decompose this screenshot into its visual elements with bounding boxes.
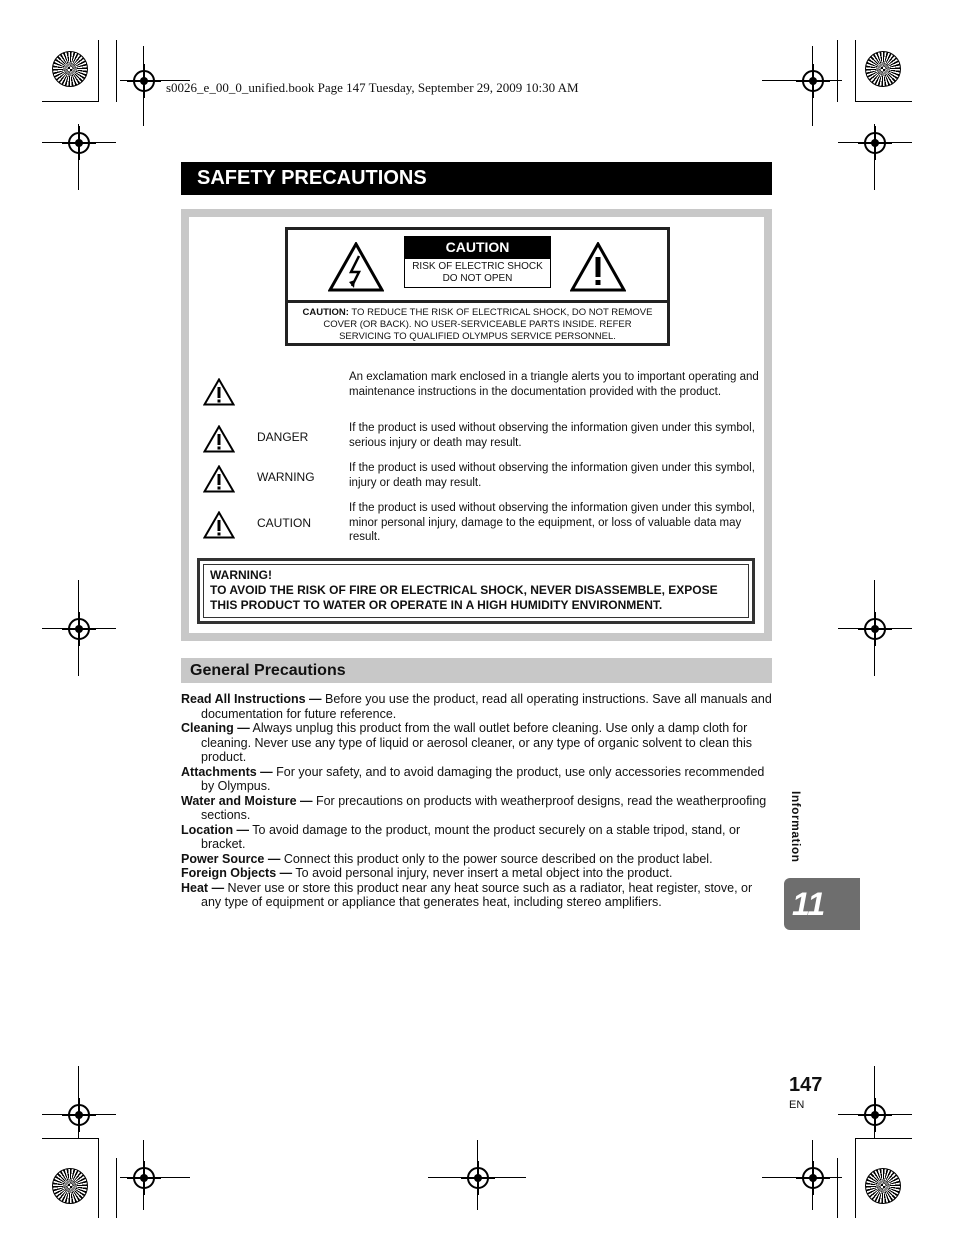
list-item	[181, 823, 773, 852]
symbol-description: If the product is used without observing the information given under this symbol, minor personal injury, damage to the equipment, or loss of valuable data may result.	[349, 502, 755, 543]
symbol-description: An exclamation mark enclosed in a triangle alerts you to important operating and maintenance instructions in the documentation provided with the product.	[349, 371, 759, 398]
precaution-term: Read All Instructions —	[181, 692, 322, 706]
caution-note-text: TO REDUCE THE RISK OF ELECTRICAL SHOCK, DO NOT REMOVE COVER (OR BACK). NO USER-SERVICEABLE PARTS INSIDE. REFER SERVICING TO QUALIFIED OLYMPUS SERVICE PERSONNEL.	[323, 307, 653, 342]
caution-sub-line2: DO NOT OPEN	[442, 273, 513, 284]
warning-text: TO AVOID THE RISK OF FIRE OR ELECTRICAL SHOCK, NEVER DISASSEMBLE, EXPOSE THIS PRODUCT TO WATER OR OPERATE IN A HIGH HUMIDITY ENVIRONMENT.	[210, 583, 718, 612]
symbol-description: If the product is used without observing the information given under this symbol, serious injury or death may result.	[349, 422, 755, 449]
section-label: Information	[789, 791, 803, 863]
symbol-word-caution: CAUTION	[257, 516, 311, 530]
symbol-word-danger: DANGER	[257, 430, 309, 444]
precaution-text: For precautions on products with weatherproof designs, read the weatherproofing sections.	[201, 793, 767, 822]
safety-box	[181, 209, 772, 641]
print-header: s0026_e_00_0_unified.book Page 147 Tuesday, September 29, 2009 10:30 AM	[166, 80, 579, 95]
list-item	[181, 881, 773, 910]
page-number: 147	[789, 1074, 823, 1096]
precaution-term: Foreign Objects —	[181, 866, 293, 880]
list-item	[181, 765, 773, 794]
warning-box	[197, 558, 755, 624]
lightning-warning-icon	[328, 242, 384, 292]
precaution-term: Attachments —	[181, 764, 273, 779]
precautions-list	[181, 692, 773, 910]
label-divider	[288, 300, 667, 303]
caution-subtext	[404, 258, 551, 288]
caution-heading: CAUTION	[404, 236, 551, 258]
precaution-text: To avoid personal injury, never insert a metal object into the product.	[292, 866, 673, 880]
general-precautions-heading: General Precautions	[181, 658, 772, 683]
precaution-term: Power Source —	[181, 851, 281, 866]
precaution-text: To avoid damage to the product, mount the product securely on a stable tripod, stand, or bracket.	[201, 822, 741, 851]
exclamation-triangle-icon	[203, 425, 235, 453]
list-item	[181, 852, 773, 867]
warning-heading: WARNING!	[210, 568, 272, 582]
precaution-term: Heat —	[181, 880, 225, 895]
chapter-tab: 11	[784, 878, 860, 930]
precaution-text: Never use or store this product near any heat source such as a radiator, heat register, stove, or any type of equipment or appliance that generates heat, including stereo amplifiers.	[201, 880, 753, 909]
page-title: SAFETY PRECAUTIONS	[181, 162, 772, 195]
list-item	[181, 866, 773, 881]
caution-sub-line1: RISK OF ELECTRIC SHOCK	[412, 261, 543, 272]
symbol-word-warning: WARNING	[257, 470, 315, 484]
list-item	[181, 692, 773, 721]
precaution-term: Location —	[181, 822, 250, 837]
symbol-description: If the product is used without observing the information given under this symbol, injury or death may result.	[349, 462, 755, 489]
page-language: EN	[789, 1099, 805, 1111]
precaution-text: Before you use the product, read all operating instructions. Save all manuals and documentation for future reference.	[201, 692, 772, 721]
precaution-text: For your safety, and to avoid damaging the product, use only accessories recommended by Olympus.	[201, 764, 765, 793]
exclamation-triangle-icon	[203, 465, 235, 493]
safety-inner	[189, 217, 764, 633]
precaution-term: Cleaning —	[181, 721, 250, 735]
caution-note-bold: CAUTION:	[302, 307, 349, 318]
caution-note	[298, 307, 657, 343]
list-item	[181, 794, 773, 823]
precaution-term: Water and Moisture —	[181, 793, 313, 808]
precaution-text: Connect this product only to the power source described on the product label.	[280, 851, 713, 866]
precaution-text: Always unplug this product from the wall outlet before cleaning. Use only a damp cloth for cleaning. Never use any type of liquid or aerosol cleaner, or any type of organic solvent to clean this product.	[201, 721, 753, 764]
list-item	[181, 721, 773, 765]
exclamation-triangle-icon	[203, 378, 235, 406]
exclamation-triangle-icon	[203, 511, 235, 539]
warning-box-inner-border	[203, 564, 749, 618]
exclamation-warning-icon	[570, 242, 626, 292]
caution-label	[285, 227, 670, 346]
